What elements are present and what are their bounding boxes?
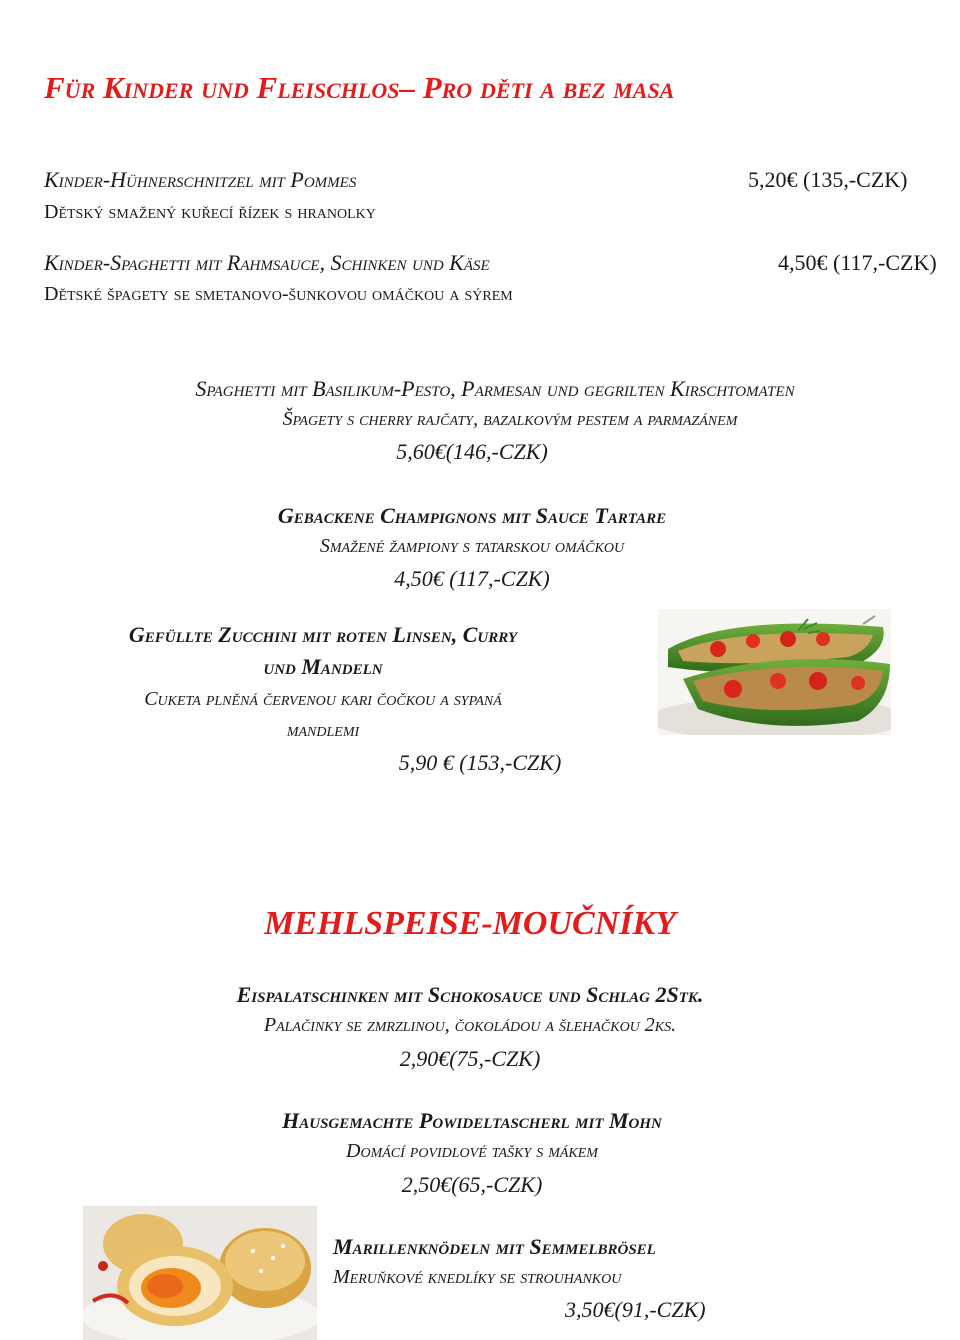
- section-title-kids-veg: Für Kinder und Fleischlos– Pro děti a bez masa: [44, 70, 675, 105]
- item-palatschinken-cz: Palačinky se zmrzlinou, čokoládou a šlehačkou 2ks.: [263, 1014, 677, 1036]
- item-schnitzel-cz: Dětský smažený kuřecí řízek s hranolky: [44, 201, 376, 223]
- item-kids-spaghetti-price: 4,50€ (117,-CZK): [778, 250, 937, 275]
- section-title-desserts: MEHLSPEISE-MOUČNÍKY: [264, 905, 676, 942]
- item-pesto-cz: Špagety s cherry rajčaty, bazalkovým pestem a parmazánem: [282, 408, 738, 430]
- apricot-dumplings-photo: [83, 1206, 317, 1340]
- stuffed-zucchini-photo: [658, 609, 891, 735]
- item-powidl-cz: Domácí povidlové tašky s mákem: [346, 1140, 598, 1162]
- item-zucchini-cz-line1: Cuketa plněná červenou kari čočkou a sypaná: [144, 688, 502, 710]
- item-champignons-cz: Smažené žampiony s tatarskou omáčkou: [319, 535, 625, 557]
- item-kids-spaghetti-cz: Dětské špagety se smetanovo-šunkovou omáčkou a sýrem: [44, 283, 513, 305]
- item-palatschinken-de: Eispalatschinken mit Schokosauce und Schlag 2Stk.: [236, 982, 704, 1007]
- item-marillen-cz: Meruňkové knedlíky se strouhankou: [333, 1266, 622, 1288]
- item-zucchini-de-line2: und Mandeln: [263, 654, 383, 679]
- item-zucchini-price: 5,90 € (153,-CZK): [398, 750, 562, 775]
- item-pesto-de: Spaghetti mit Basilikum-Pesto, Parmesan und gegrilten Kirschtomaten: [195, 376, 795, 401]
- item-zucchini-de-line1: Gefüllte Zucchini mit roten Linsen, Curry: [128, 622, 518, 647]
- item-kids-spaghetti-de: Kinder-Spaghetti mit Rahmsauce, Schinken und Käse: [44, 250, 490, 275]
- item-schnitzel-de: Kinder-Hühnerschnitzel mit Pommes: [44, 167, 357, 192]
- item-zucchini-cz-line2: mandlemi: [286, 719, 360, 741]
- item-powidl-price: 2,50€(65,-CZK): [401, 1172, 543, 1197]
- item-marillen-de: Marillenknödeln mit Semmelbrösel: [333, 1234, 656, 1259]
- item-champignons-price: 4,50€ (117,-CZK): [394, 566, 550, 591]
- item-palatschinken-price: 2,90€(75,-CZK): [399, 1046, 541, 1071]
- item-marillen-price: 3,50€(91,-CZK): [565, 1297, 706, 1322]
- item-pesto-price: 5,60€(146,-CZK): [396, 439, 548, 464]
- item-powidl-de: Hausgemachte Powideltascherl mit Mohn: [282, 1108, 662, 1133]
- item-champignons-de: Gebackene Champignons mit Sauce Tartare: [277, 503, 667, 528]
- item-schnitzel-price: 5,20€ (135,-CZK): [748, 167, 908, 192]
